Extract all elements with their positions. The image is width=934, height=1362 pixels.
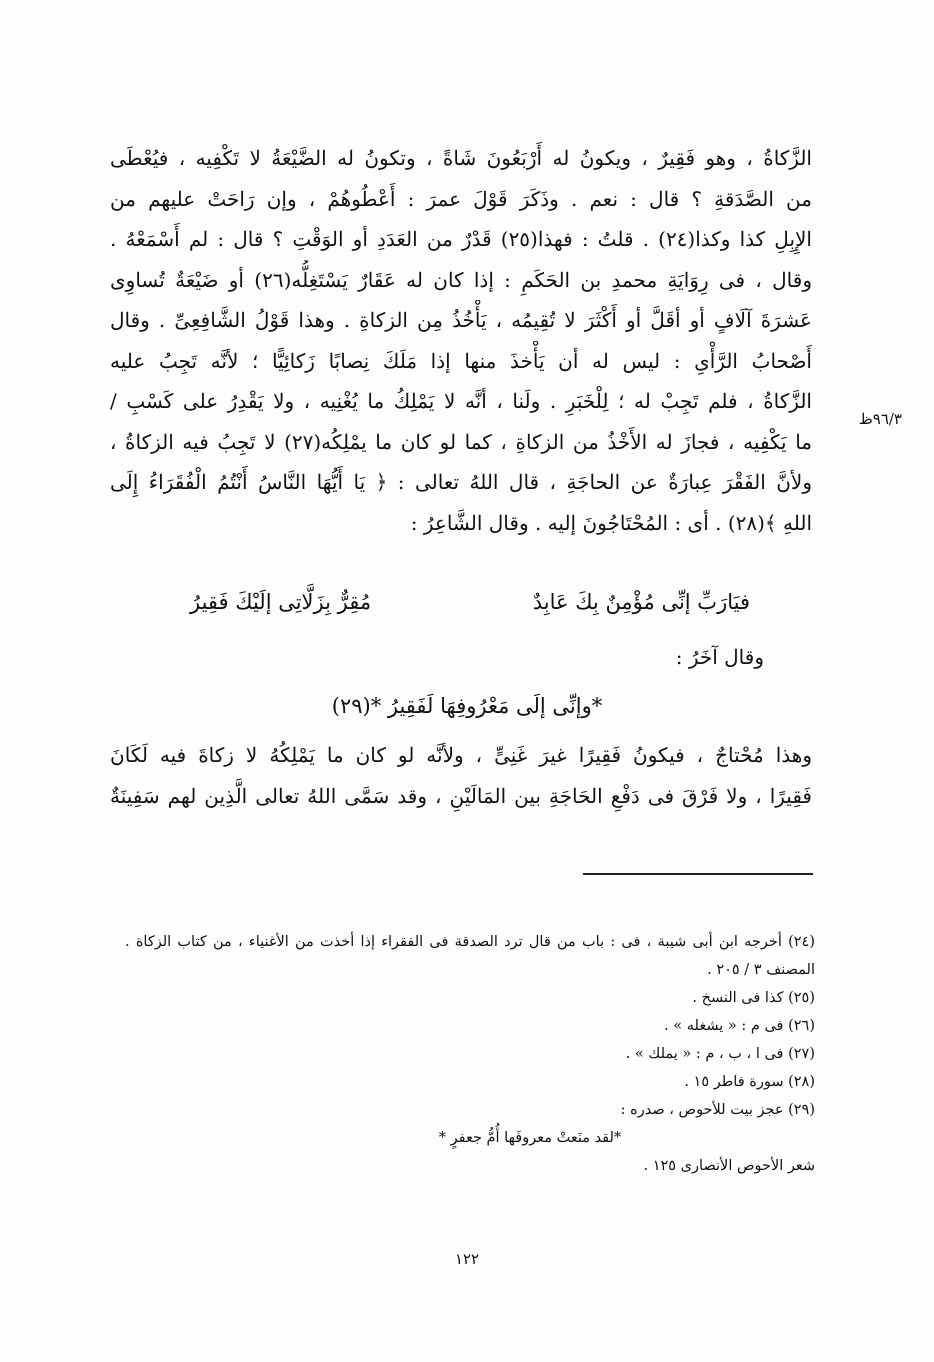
verse-intro: وقال آخَرُ : (675, 645, 764, 669)
text-line: أَصْحابُ الرَّأْىِ : ليس له أن يَأْخذَ منها إذا مَلَكَ نِصابًا زَكائِيًّا ؛ لأنَّه تَجِبُ عليه (110, 348, 812, 373)
text-line: وهذا مُحْتاجٌ ، فيكونُ فَقِيرًا غيرَ غَنِىٍّ ، ولأنَّه لو كان ما يَمْلِكُهُ لا زكاةَ فيه لَكَانَ (110, 743, 812, 767)
footnote: (٢٨) سورة فاطر ١٥ . (684, 1074, 815, 1090)
footnote: (٢٩) عجز بيت للأحوص ، صدره : (620, 1102, 815, 1118)
main-text-block (110, 138, 812, 543)
main-text-block-continued (110, 735, 812, 816)
text-line: اللهِ ﴾(٢٨) . أى : المُحْتَاجُونَ إليه . وقال الشَّاعِرُ : (410, 510, 812, 535)
text-line: ما يَكْفِيه ، فجازَ له الأَخْذُ من الزكاةِ ، كما لو كان ما يمْلِكُه(٢٧) لا تَجِبُ فيه الزكاةُ ، (110, 429, 812, 454)
text-line: من الصَّدَقةِ ؟ قال : نعم . وذَكَرَ قَوْلَ عمرَ : أَعْطُوهُمْ ، وإن رَاحَتْ عليهم من (110, 186, 812, 211)
text-line: عَشرَةَ آلَافٍ أو أقَلَّ أو أَكْثَرَ لا تُقِيمُه ، يَأْخُذُ مِن الزكاةِ . وهذا قَوْلُ الشَّافِعِىِّ . وقال (110, 308, 812, 332)
footnote-verse: *لقد منَعتْ معروفَها أُمُّ جعفرٍ * (438, 1130, 622, 1146)
text-line: وقال ، فى رِوَايَةِ محمدِ بن الحَكَمِ : إذا كان له عَقَارٌ يَسْتَغِلُّه(٢٦) أو ضَيْعَةٌ تُساوِى (110, 267, 812, 292)
text-line: فَقِيرًا ، ولا فَرْقَ فى دَفْعِ الحَاجَةِ بين المَالَيْنِ ، وقد سَمَّى اللهُ تعالى الَّذِين لهم سَفِينَةٌ (110, 783, 812, 808)
text-line: ولأنَّ الفَقْرَ عِبارَةٌ عن الحاجَةِ ، قال اللهُ تعالى : ﴿ يَا أَيُّهَا النَّاسُ أَنْتُمُ الْفُقَرَاءُ إِلَى (110, 470, 812, 494)
verse-first-hemistich: فيَارَبِّ إنِّى مُؤْمِنٌ بِكَ عَابِدٌ (532, 590, 750, 614)
text-line: الإِبِلِ كذا وكذا(٢٤) . قلتُ : فهذا(٢٥) قَدْرٌ من العَدَدِ أو الوَقْتِ ؟ قال : لم أَسْمَعْهُ . (110, 227, 812, 251)
poetry-verse (190, 590, 750, 614)
poetry-hemistich: *وإنِّى إلَى مَعْرُوفِهَا لَفَقِيرُ *(٢٩) (331, 694, 603, 718)
page-number: ١٢٢ (454, 1250, 480, 1268)
footnote: (٢٤) أخرجه ابن أبى شيبة ، فى : باب من قال ترد الصدقة فى الفقراء إذا أخذت من الأغنياء ، من كتاب الزكاة . المصنف ٣ / ٢٠٥ . (125, 934, 815, 978)
manuscript-folio-note: ٩٦/٣ظ (858, 410, 902, 428)
text-line: الزَّكاةُ ، فلم تَجِبْ له ؛ لِلْخَبَرِ . ولَنا ، أنَّه لا يَمْلِكُ ما يُغْنِيه ، ولا يَقْدِرُ على كَسْبِ / (110, 389, 812, 413)
footnote: (٢٦) فى م : « يشغله » . (664, 1018, 815, 1034)
text-line: الزَّكاةُ ، وهو فَقِيرٌ ، ويكونُ له أَرْبَعُونَ شَاةً ، وتكونُ له الضَّيْعَةُ لا تَكْفِيه ، فيُعْطَى (110, 146, 812, 170)
footnote: (٢٧) فى ا ، ب ، م : « يملك » . (625, 1046, 815, 1062)
verse-second-hemistich: مُقِرٌّ بِزَلَّاتِى إلَيْكَ فَقِيرُ (190, 590, 372, 614)
footnotes (125, 928, 815, 1180)
footnote: (٢٥) كذا فى النسخ . (692, 990, 815, 1006)
footnote: شعر الأحوص الأنصارى ١٢٥ . (643, 1158, 815, 1174)
footnote-separator (583, 873, 813, 875)
